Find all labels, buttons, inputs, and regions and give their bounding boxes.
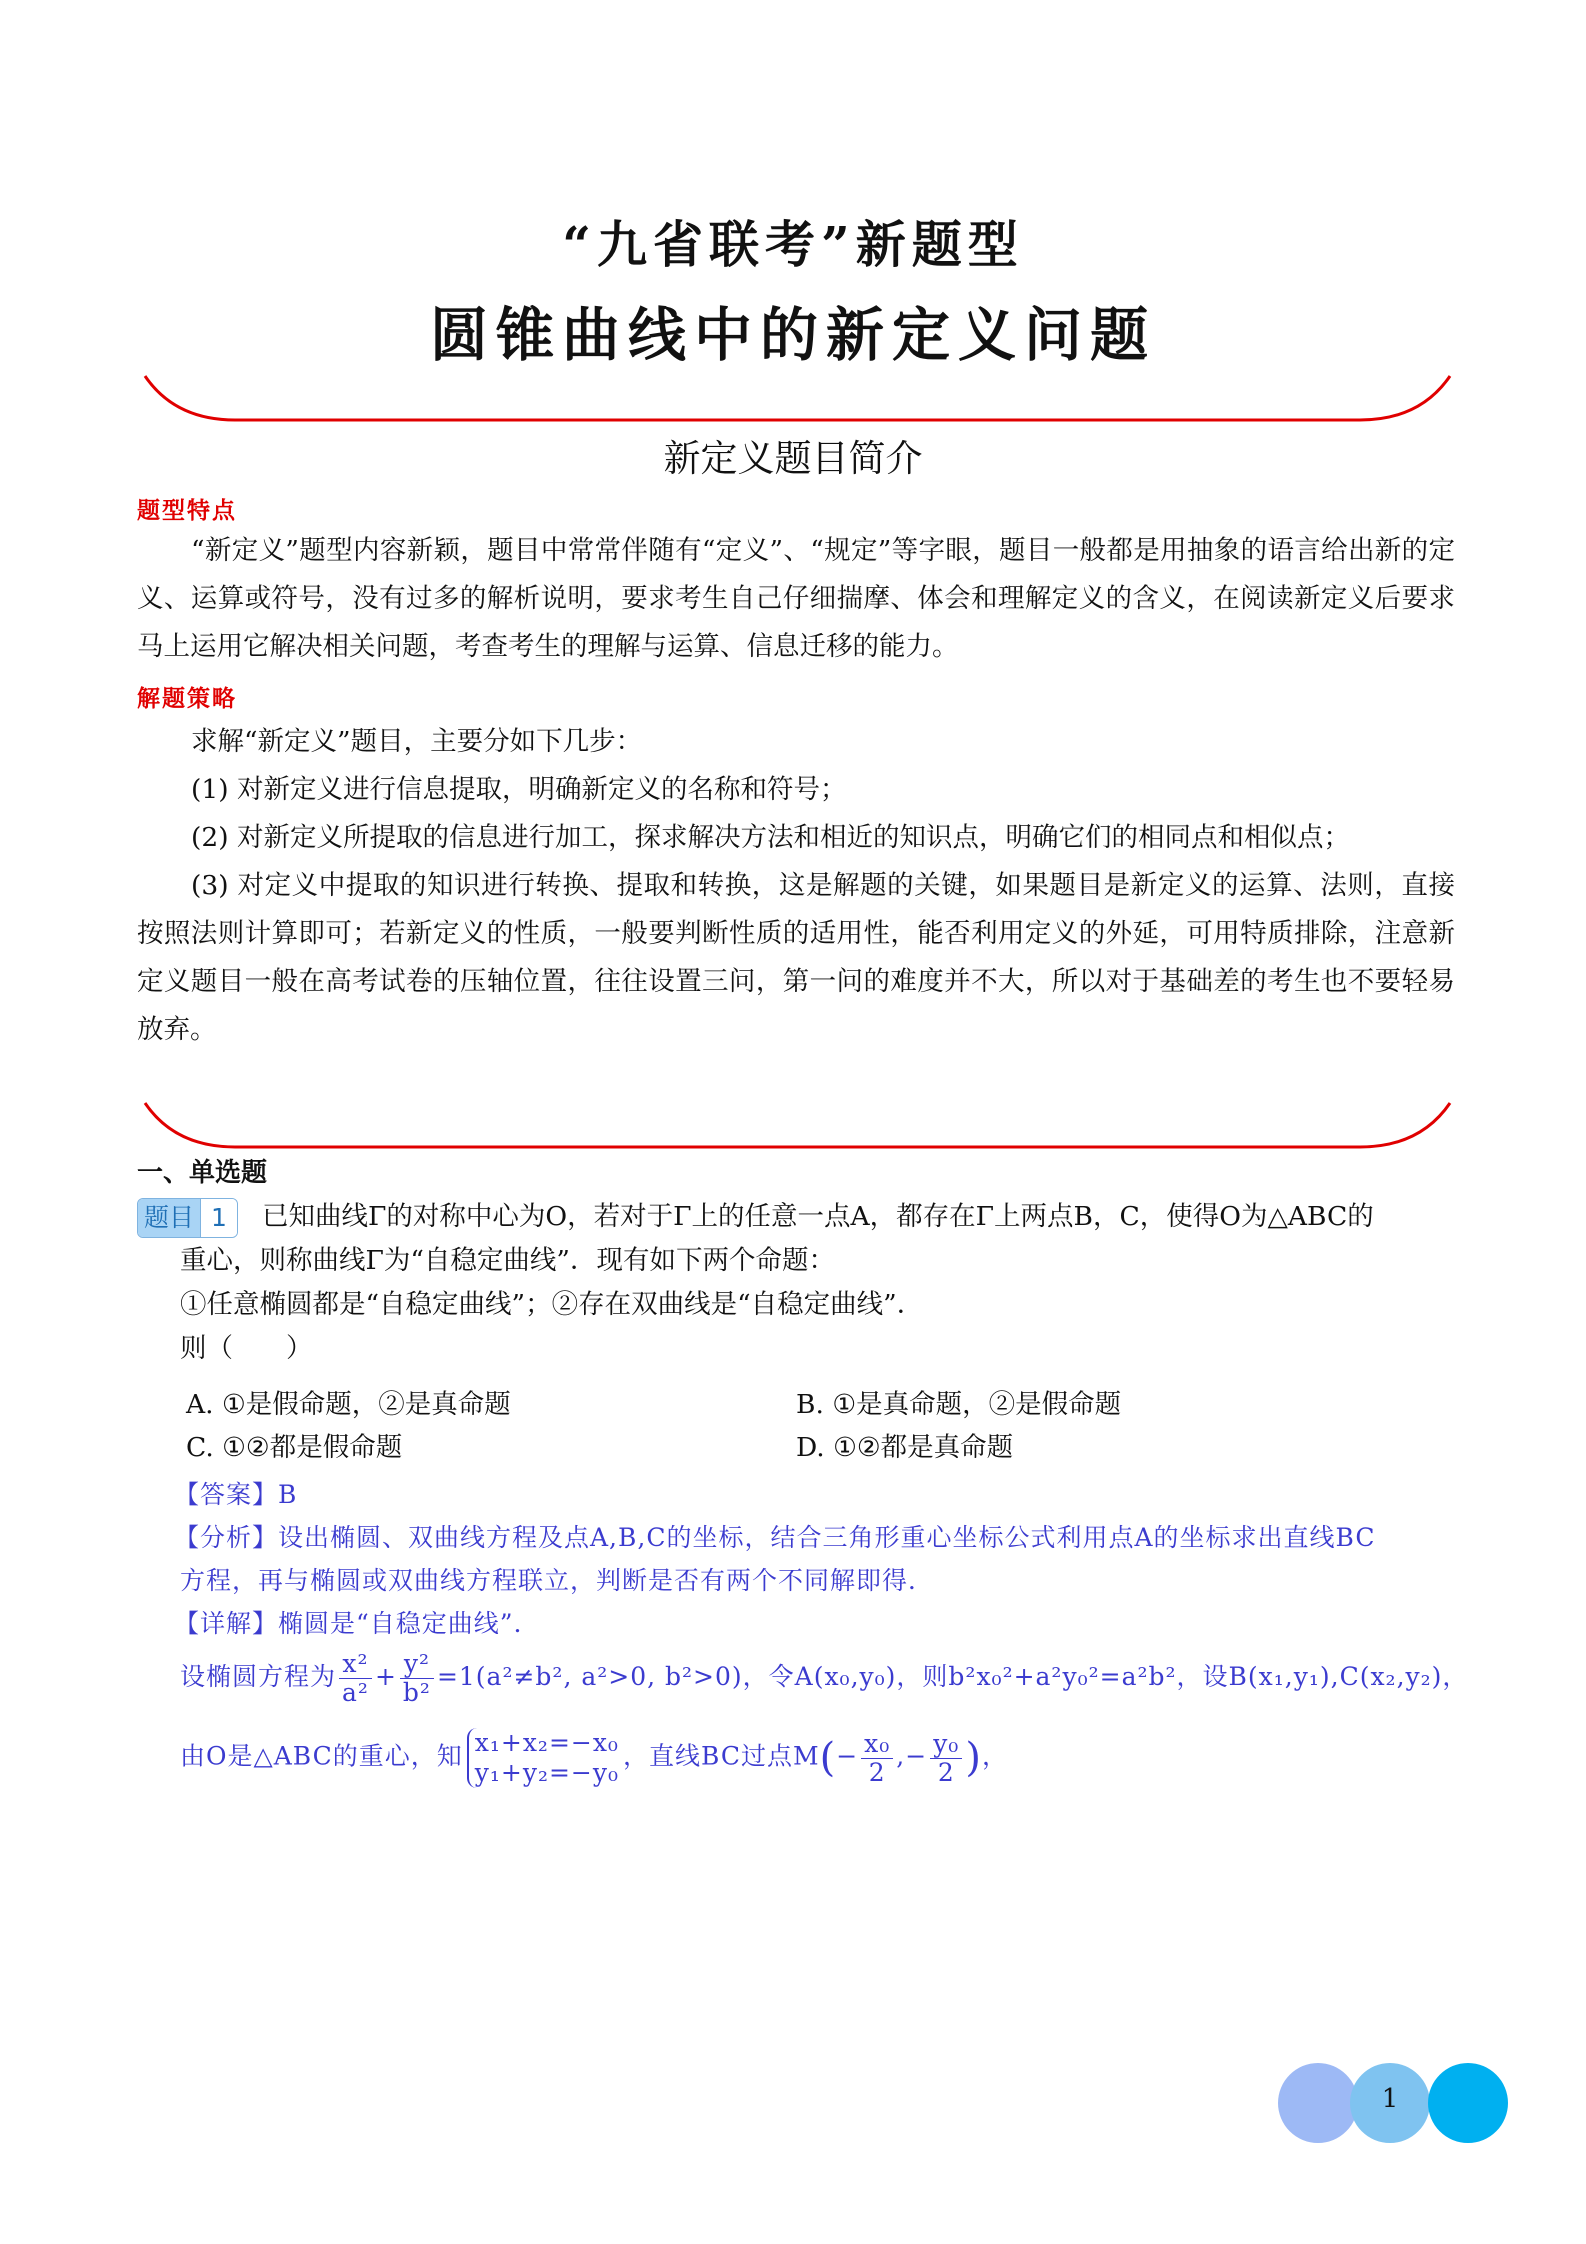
system-row-2: y₁+y₂=−y₀: [474, 1758, 620, 1787]
top-arc-divider: [140, 368, 1455, 428]
section-heading: 一、单选题: [137, 1158, 268, 1188]
analysis-line-2: 方程，再与椭圆或双曲线方程联立，判断是否有两个不同解即得．: [180, 1566, 935, 1595]
frac-num: x²: [339, 1650, 372, 1679]
fraction-y0-2: [930, 1730, 962, 1787]
document-title-line2: 圆锥曲线中的新定义问题: [429, 301, 1156, 369]
strategy-step-2: (2) 对新定义所提取的信息进行加工，探求解决方法和相近的知识点，明确它们的相同点和相似点；: [191, 822, 1350, 853]
equation-system: [467, 1728, 619, 1788]
question-badge-number: 1: [200, 1199, 237, 1237]
question-line-1: 已知曲线Γ的对称中心为O，若对于Γ上的任意一点A，都存在Γ上两点B，C，使得O为△ABC的: [262, 1201, 1374, 1232]
question-line-3: ①任意椭圆都是“自稳定曲线”；②存在双曲线是“自稳定曲线”．: [180, 1289, 924, 1320]
answer-line: 【答案】B: [174, 1480, 298, 1509]
fraction-x2-a2: [339, 1650, 372, 1707]
question-line-4: 则（ ）: [180, 1333, 313, 1364]
frac-num: y²: [400, 1650, 434, 1679]
document-title-line1: “九省联考”新题型: [562, 215, 1024, 274]
option-c: C. ①②都是假命题: [186, 1432, 403, 1463]
question-badge-label: 题目: [138, 1199, 200, 1237]
eq2-end: ，: [981, 1741, 1008, 1771]
eq1-prefix: 设椭圆方程为: [180, 1662, 337, 1691]
strategy-step-3: (3) 对定义中提取的知识进行转换、提取和转换，这是解题的关键，如果题目是新定义的运算、法则，直接按照法则计算即可；若新定义的性质，一般要判断性质的适用性，能否利用定义的外延，可用特质排除，注意新定义题目一般在高考试卷的压轴位置，往往设置三问，第一问的难度并不大，所以对于基础差的考生也不要轻易放弃。: [137, 870, 1455, 1045]
fraction-x0-2: [861, 1730, 893, 1787]
frac-den: b²: [402, 1678, 431, 1707]
centroid-equation-line: 由O是△ABC的重心，知 x₁+x₂=−x₀ y₁+y₂=−y₀ ，直线BC过点M(− $\frac{\text{x₀}}{2}$ ,− $\frac{\text{y₀}}{2}$ )，: [180, 1728, 1008, 1787]
frac-den: 2: [937, 1757, 955, 1787]
page-circle-left: [1278, 2063, 1358, 2143]
feature-paragraph: “新定义”题型内容新颖，题目中常常伴随有“定义”、“规定”等字眼，题目一般都是用抽象的语言给出新的定义、运算或符号，没有过多的解析说明，要求考生自己仔细揣摩、体会和理解定义的含义，在阅读新定义后要求马上运用它解决相关问题，考查考生的理解与运算、信息迁移的能力。: [137, 535, 1455, 662]
feature-label: 题型特点: [137, 498, 237, 524]
analysis-line-1: 【分析】设出椭圆、双曲线方程及点A,B,C的坐标，结合三角形重心坐标公式利用点A的坐标求出直线BC: [174, 1523, 1376, 1552]
option-d: D. ①②都是真命题: [796, 1432, 1014, 1463]
strategy-label: 解题策略: [137, 686, 237, 712]
eq2-mid: ，直线BC过点M: [623, 1741, 820, 1771]
detail-line: 【详解】椭圆是“自稳定曲线”．: [174, 1609, 540, 1638]
frac-num: x₀: [861, 1730, 893, 1759]
eq1-rest: =1(a²≠b², a²>0, b²>0)，令A(x₀,y₀)，则b²x₀²+a²y₀²=a²b²，设B(x₁,y₁),C(x₂,y₂)，: [436, 1662, 1469, 1691]
eq1-plus: +: [374, 1662, 397, 1691]
fraction-y2-b2: [400, 1650, 434, 1707]
eq2-prefix: 由O是△ABC的重心，知: [180, 1741, 463, 1771]
frac-num: y₀: [930, 1730, 962, 1759]
strategy-step-1: (1) 对新定义进行信息提取，明确新定义的名称和符号；: [191, 774, 847, 805]
ellipse-equation-line: [180, 1650, 1468, 1707]
option-a: A. ①是假命题，②是真命题: [186, 1389, 511, 1420]
system-row-1: x₁+x₂=−x₀: [474, 1728, 619, 1757]
option-b: B. ①是真命题，②是假命题: [796, 1389, 1122, 1420]
frac-den: a²: [342, 1678, 369, 1707]
bottom-arc-divider: [140, 1095, 1455, 1155]
question-badge: [137, 1198, 238, 1238]
strategy-intro: 求解“新定义”题目，主要分如下几步：: [191, 726, 643, 757]
page-circle-right: [1428, 2063, 1508, 2143]
intro-heading: 新定义题目简介: [663, 437, 923, 480]
frac-den: 2: [868, 1757, 886, 1787]
page-number: 1: [1381, 2084, 1399, 2114]
question-line-2: 重心，则称曲线Γ为“自稳定曲线”．现有如下两个命题：: [180, 1245, 835, 1276]
